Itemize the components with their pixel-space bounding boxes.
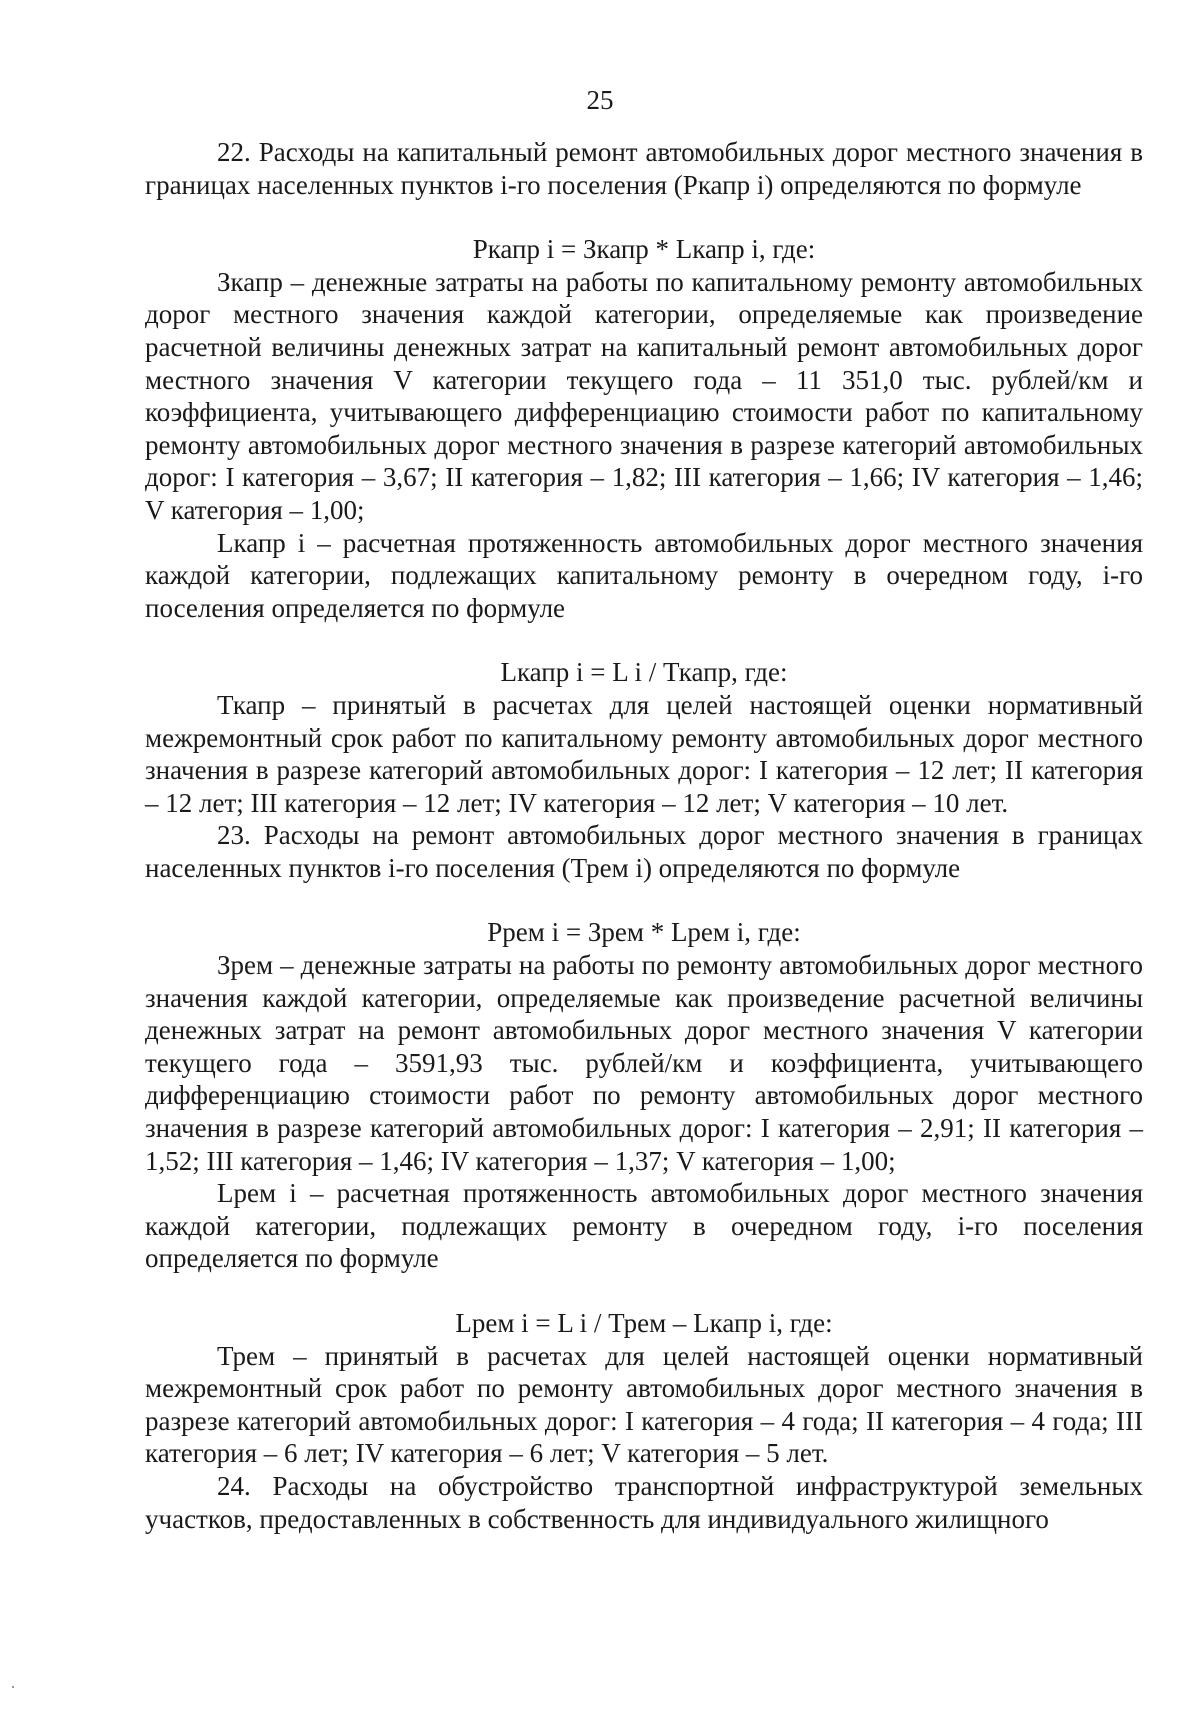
blank-line: [145, 624, 1143, 656]
paragraph-lkapr-definition: Lкапр i – расчетная протяженность автомобильных дорог местного значения каждой категории, подлежащих капитальному ремонту в очередном году, i-го поселения определяется по формуле: [145, 527, 1143, 623]
page-number: 25: [586, 85, 614, 115]
paragraph-lrem-definition: Lрем i – расчетная протяженность автомобильных дорог местного значения каждой категории, подлежащих ремонту в очередном году, i-го поселения определяется по формуле: [145, 1178, 1143, 1274]
paragraph-23-intro: 23. Расходы на ремонт автомобильных дорог местного значения в границах населенных пунктов i-го поселения (Трем i) определяются по формуле: [145, 820, 1143, 883]
formula-lkapr: Lкапр i = L i / Ткапр, где:: [500, 657, 788, 688]
document-body: [145, 136, 1143, 1535]
paragraph-tkapr-definition: Ткапр – принятый в расчетах для целей настоящей оценки нормативный межремонтный срок работ по капитальному ремонту автомобильных дорог местного значения в разрезе категорий автомобильных дорог: I категория – 12 лет; II категория – 12 лет; III категория – 12 лет; IV категория – 12 лет; V категория – 10 лет.: [145, 689, 1143, 818]
paragraph-zkapr-definition: Зкапр – денежные затраты на работы по капитальному ремонту автомобильных дорог местного значения каждой категории, определяемые как произведение расчетной величины денежных затрат на капитальный ремонт автомобильных дорог местного значения V категории текущего года – 11 351,0 тыс. рублей/км и коэффициента, учитывающего дифференциацию стоимости работ по капитальному ремонту автомобильных дорог местного значения в разрезе категорий автомобильных дорог: I категория – 3,67; II категория – 1,82; III категория – 1,66; IV категория – 1,46; V категория – 1,00;: [145, 266, 1143, 525]
scan-speck: [12, 1686, 14, 1688]
blank-line: [145, 884, 1143, 916]
formula-rkapr: Ркапр i = Зкапр * Lкапр i, где:: [472, 234, 816, 265]
paragraph-trem-definition: Трем – принятый в расчетах для целей настоящей оценки нормативный межремонтный срок работ по ремонту автомобильных дорог местного значения в разрезе категорий автомобильных дорог: I категория – 4 года; II категория – 4 года; III категория – 6 лет; IV категория – 6 лет; V категория – 5 лет.: [145, 1340, 1143, 1469]
formula-rrem: Ррем i = Зрем * Lрем i, где:: [487, 917, 801, 948]
blank-line: [145, 1275, 1143, 1307]
formula-lrem: Lрем i = L i / Трем – Lкапр i, где:: [455, 1308, 833, 1338]
paragraph-24-intro: 24. Расходы на обустройство транспортной инфраструктурой земельных участков, предоставленных в собственность для индивидуального жилищного: [145, 1470, 1143, 1534]
paragraph-22-intro: 22. Расходы на капитальный ремонт автомобильных дорог местного значения в границах населенных пунктов i-го поселения (Ркапр i) определяются по формуле: [145, 137, 1143, 200]
paragraph-zrem-definition: Зрем – денежные затраты на работы по ремонту автомобильных дорог местного значения каждой категории, определяемые как произведение расчетной величины денежных затрат на ремонт автомобильных дорог местного значения V категории текущего года – 3591,93 тыс. рублей/км и коэффициента, учитывающего дифференциацию стоимости работ по ремонту автомобильных дорог местного значения в разрезе категорий автомобильных дорог: I категория – 2,91; II категория – 1,52; III категория – 1,46; IV категория – 1,37; V категория – 1,00;: [145, 950, 1143, 1176]
blank-line: [145, 201, 1143, 233]
